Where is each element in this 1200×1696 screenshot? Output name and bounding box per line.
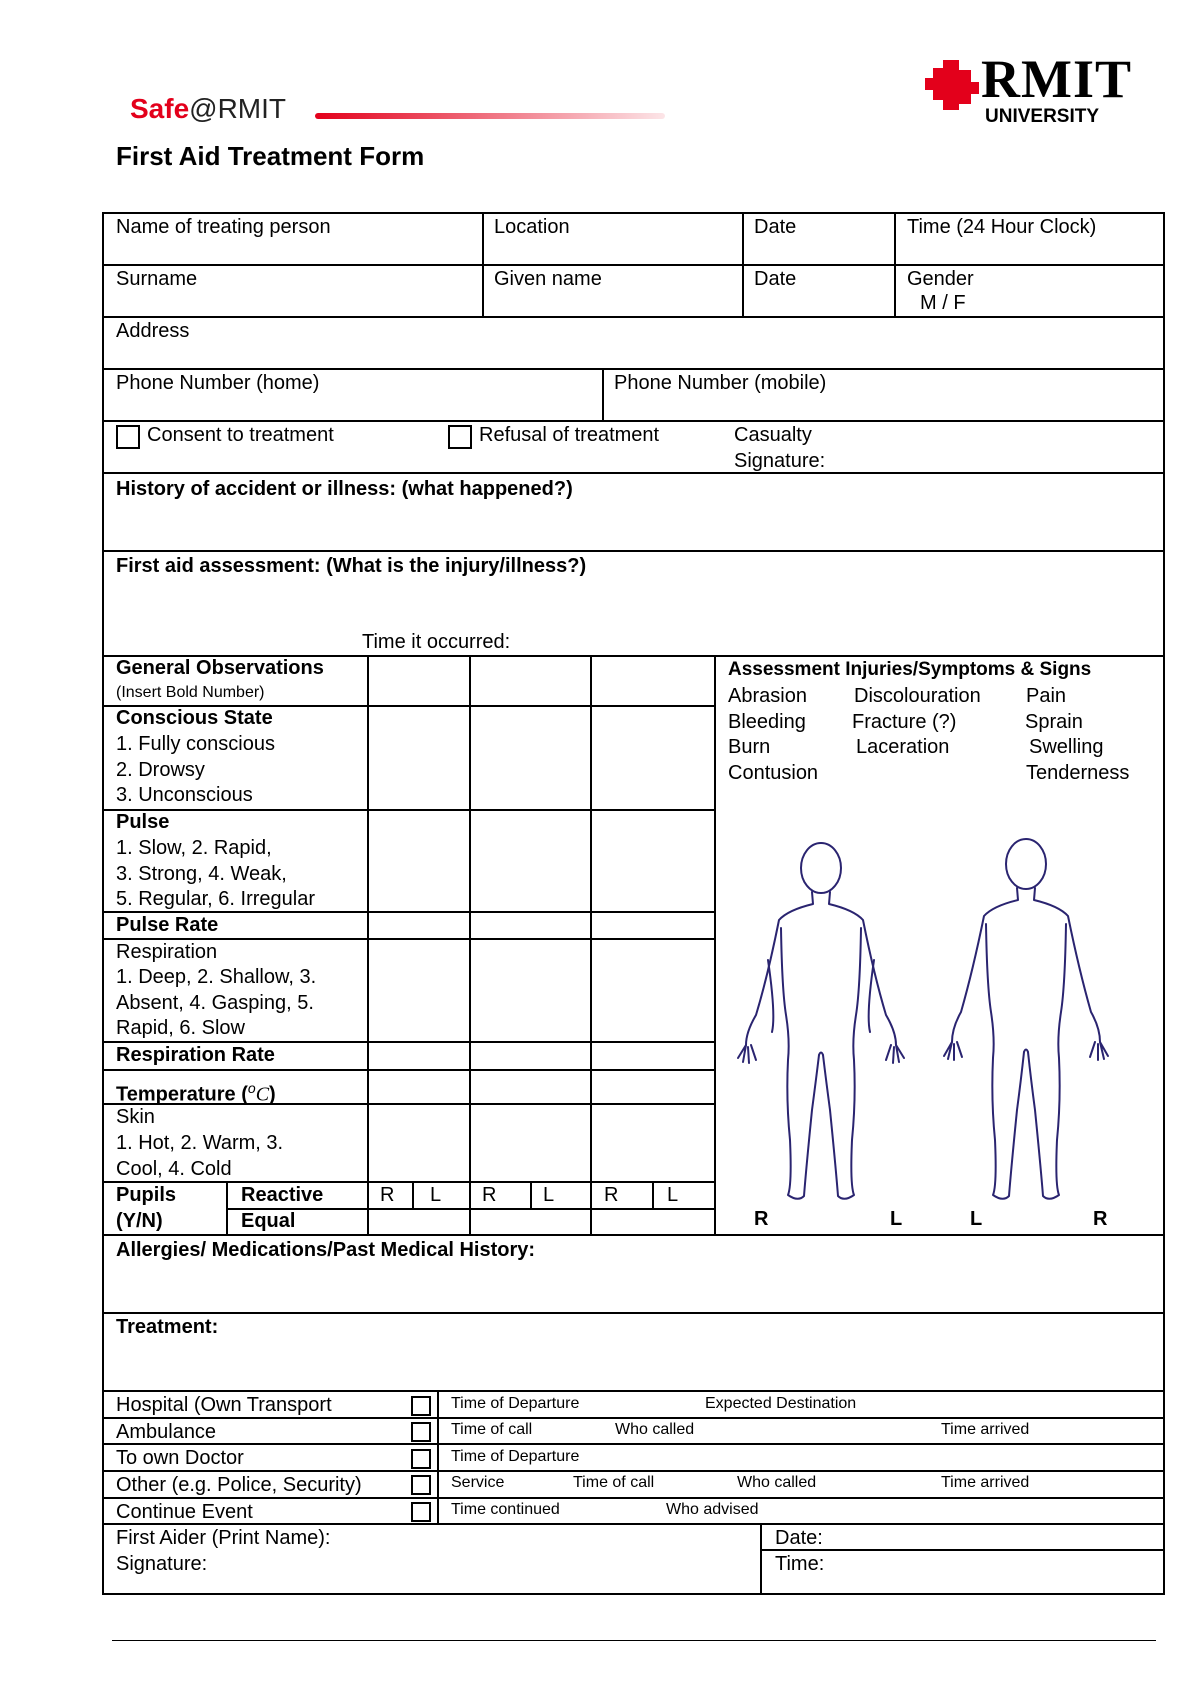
- equal-label: Equal: [241, 1210, 296, 1232]
- other-field: Time of call: [573, 1474, 655, 1491]
- body-front-figure: [738, 843, 904, 1199]
- skin-item: 1. Hot, 2. Warm, 3.: [116, 1132, 284, 1154]
- footer-divider: [112, 1640, 1156, 1641]
- treating-person-label: Name of treating person: [116, 216, 331, 238]
- safe-rmit-brand: [130, 92, 286, 126]
- symptom-item: Swelling: [1029, 736, 1104, 758]
- respiration-item: Rapid, 6. Slow: [116, 1017, 245, 1039]
- transport-label-ambulance: Ambulance: [116, 1421, 217, 1443]
- casualty-label: Casualty: [734, 424, 812, 446]
- symptom-item: Burn: [728, 736, 771, 758]
- surname-label: Surname: [116, 268, 198, 290]
- pupil-l-2: L: [543, 1184, 555, 1206]
- temperature-label: [116, 1076, 276, 1107]
- transport-label-other: Other (e.g. Police, Security): [116, 1474, 362, 1496]
- logo-university-text: UNIVERSITY: [985, 106, 1100, 127]
- transport-label-continue: Continue Event: [116, 1501, 253, 1523]
- brand-rmit: @RMIT: [189, 93, 287, 124]
- brand-safe: Safe: [130, 93, 190, 124]
- rmit-logo: [925, 49, 1135, 132]
- first-aider-label: First Aider (Print Name):: [116, 1527, 331, 1549]
- continue-field: Time continued: [451, 1501, 560, 1518]
- body-back-figure: [944, 839, 1108, 1199]
- symptom-item: Fracture (?): [852, 711, 957, 733]
- temperature-text: Temperature (: [116, 1083, 248, 1106]
- pupils-yn-label: (Y/N): [116, 1210, 163, 1232]
- continue-field: Who advised: [666, 1501, 759, 1518]
- given-name-label: Given name: [494, 268, 602, 290]
- date-label-1: Date: [754, 216, 797, 238]
- symptom-item: Sprain: [1025, 711, 1083, 733]
- celsius-unit: C: [255, 1083, 270, 1106]
- ambulance-field: Time arrived: [941, 1421, 1030, 1438]
- pupil-l-1: L: [430, 1184, 442, 1206]
- phone-mobile-label: Phone Number (mobile): [614, 372, 827, 394]
- refusal-checkbox[interactable]: [448, 425, 472, 449]
- reactive-label: Reactive: [241, 1184, 324, 1206]
- allergies-label: Allergies/ Medications/Past Medical History:: [116, 1239, 536, 1261]
- body-diagram[interactable]: [716, 800, 1165, 1210]
- date-label-2: Date: [754, 268, 797, 290]
- address-label: Address: [116, 320, 190, 342]
- pulse-item: 5. Regular, 6. Irregular: [116, 888, 315, 910]
- pupils-label: Pupils: [116, 1184, 177, 1206]
- location-label: Location: [494, 216, 570, 238]
- ambulance-field: Who called: [615, 1421, 695, 1438]
- hospital-field: Expected Destination: [705, 1395, 857, 1412]
- hospital-field: Time of Departure: [451, 1395, 580, 1412]
- footer-date-label: Date:: [775, 1527, 823, 1549]
- logo-rmit-text: RMIT: [981, 49, 1132, 109]
- treatment-label: Treatment:: [116, 1316, 219, 1338]
- phone-home-label: Phone Number (home): [116, 372, 320, 394]
- side-label-back-left: L: [970, 1208, 983, 1230]
- pulse-rate-label: Pulse Rate: [116, 914, 219, 936]
- side-label-front-right: R: [754, 1208, 769, 1230]
- continue-checkbox[interactable]: [411, 1502, 431, 1522]
- other-field: Service: [451, 1474, 505, 1491]
- other-field: Time arrived: [941, 1474, 1030, 1491]
- consent-checkbox[interactable]: [116, 425, 140, 449]
- doctor-field: Time of Departure: [451, 1448, 580, 1465]
- symptom-item: Discolouration: [854, 685, 981, 707]
- signature-label: Signature:: [116, 1553, 208, 1575]
- pupil-r-3: R: [604, 1184, 619, 1206]
- conscious-item: 1. Fully conscious: [116, 733, 275, 755]
- conscious-state-label: Conscious State: [116, 707, 273, 729]
- side-label-front-left: L: [890, 1208, 903, 1230]
- respiration-label: Respiration: [116, 941, 218, 963]
- degree-mark: o: [247, 1080, 256, 1096]
- conscious-item: 2. Drowsy: [116, 759, 205, 781]
- gender-label: Gender: [907, 268, 974, 290]
- consent-label: Consent to treatment: [147, 424, 334, 446]
- footer-time-label: Time:: [775, 1553, 825, 1575]
- rmit-pixel-icon: [925, 60, 979, 110]
- respiration-rate-label: Respiration Rate: [116, 1044, 275, 1066]
- general-observations-label: General Observations: [116, 657, 324, 679]
- pulse-item: 1. Slow, 2. Rapid,: [116, 837, 272, 859]
- conscious-item: 3. Unconscious: [116, 784, 253, 806]
- insert-bold-number-label: (Insert Bold Number): [116, 684, 265, 701]
- skin-label: Skin: [116, 1106, 155, 1128]
- transport-label-hospital: Hospital (Own Transport: [116, 1394, 332, 1416]
- symptom-item: Pain: [1026, 685, 1067, 707]
- temperature-close: ): [269, 1083, 276, 1106]
- symptom-item: Contusion: [728, 762, 819, 784]
- transport-label-doctor: To own Doctor: [116, 1447, 244, 1469]
- skin-item: Cool, 4. Cold: [116, 1158, 232, 1180]
- pupil-r-2: R: [482, 1184, 497, 1206]
- ambulance-field: Time of call: [451, 1421, 533, 1438]
- symptoms-title: Assessment Injuries/Symptoms & Signs: [728, 659, 1092, 680]
- side-label-back-right: R: [1093, 1208, 1108, 1230]
- assessment-label: First aid assessment: (What is the injury/illness?): [116, 555, 587, 577]
- symptom-item: Bleeding: [728, 711, 806, 733]
- other-checkbox[interactable]: [411, 1475, 431, 1495]
- symptom-item: Tenderness: [1026, 762, 1130, 784]
- respiration-item: Absent, 4. Gasping, 5.: [116, 992, 314, 1014]
- hospital-checkbox[interactable]: [411, 1396, 431, 1416]
- page-title: First Aid Treatment Form: [116, 141, 425, 171]
- doctor-checkbox[interactable]: [411, 1449, 431, 1469]
- symptom-item: Laceration: [856, 736, 950, 758]
- refusal-label: Refusal of treatment: [479, 424, 660, 446]
- ambulance-checkbox[interactable]: [411, 1422, 431, 1442]
- time-occurred-label: Time it occurred:: [362, 631, 511, 653]
- pulse-item: 3. Strong, 4. Weak,: [116, 863, 287, 885]
- other-field: Who called: [737, 1474, 817, 1491]
- pupil-r-1: R: [380, 1184, 395, 1206]
- pulse-label: Pulse: [116, 811, 170, 833]
- brand-underline: [315, 113, 665, 119]
- respiration-item: 1. Deep, 2. Shallow, 3.: [116, 966, 317, 988]
- time-label: Time (24 Hour Clock): [907, 216, 1097, 238]
- history-label: History of accident or illness: (what happened?): [116, 478, 573, 500]
- casualty-signature-label: Signature:: [734, 450, 826, 472]
- gender-options: M / F: [920, 292, 966, 314]
- symptom-item: Abrasion: [728, 685, 807, 707]
- pupil-l-3: L: [667, 1184, 679, 1206]
